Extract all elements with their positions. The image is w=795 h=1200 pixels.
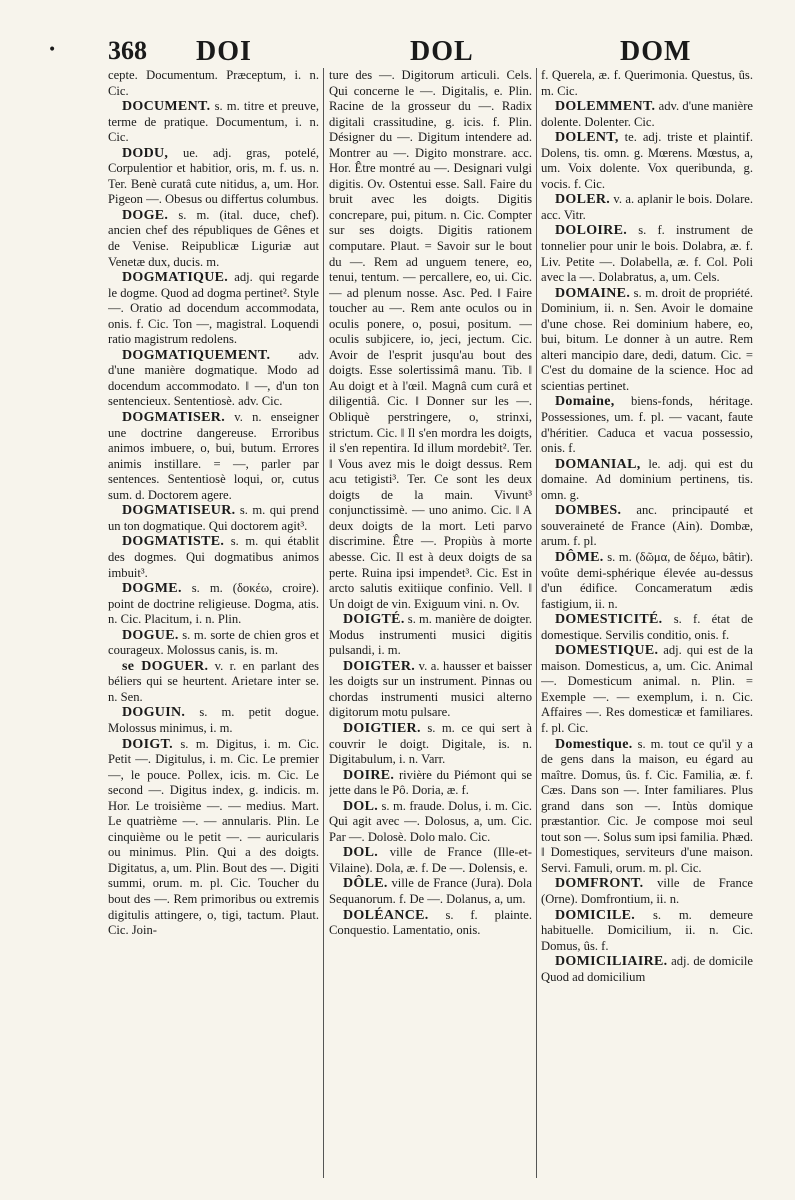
- entry-headword: DOL.: [343, 798, 379, 814]
- entry-text: s. m. (δῶμα, de δέμω, bâtir). voûte demi-sphérique élevée au-dessus d'un édifice. Concameratum ædis fastigium, ii. n.: [541, 549, 753, 611]
- entry-text: ture des —. Digitorum articuli. Cels. Qui concerne le —. Digitalis, e. Plin. Racine de la grosseur du —. Radix digitali crassitudine, g. icis. f. Plin. Désigner du —. Digitum intendere ad. Montrer au —. Digito monstrare. acc. Hor. Être montré au —. Designari vulgi digitis. Ov. Ostentui esse. Sall. Faire du bruit avec les doigts. Digitis concrepare, pui, pitum. n. Cic. Compter sur ses doigts. Digitis rationem computare. Plaut. = Savoir sur le bout du —. Rem ad unguem tenere, eo, tenui, tentum. — percallere, eo, ui. Cic. — ad plenum nosse. Asc. Ped. ‖ Faire toucher au —. Rem ante oculos ou in oculis ponere, o, posui, positum. — oculis subjicere, io, jeci, jectum. Cic. Avoir de l'esprit jusqu'au bout des doigts. Esse solertissimâ manu. Tib. ‖ Au doigt et à l'œil. Magnâ cum curâ et diligentiâ. Cic. ‖ Donner sur les —. Obliquè perstringere, o, strinxi, strictum. Cic. ‖ Il s'en mordra les doigts, il s'en repentira. Id illum mordebit². Ter. ‖ Vous avez mis le doigt dessus. Rem acu tetigisti³. Ter. Ce sont les deux doigts de la main. Vivunt³ conjunctissimè. — uno animo. Cic. ‖ A deux doigts de la mort. Leti parvo discrimine. Être —. Propiùs à morte abesse. Cic. Il est à deux doigts de sa perte. Ruina ipsi impendet³. Cic. Est in arcto salutis exitiique confinio. Vell. ‖ Un doigt de vin. Exiguum vini. n. Ov.: [329, 68, 532, 611]
- entry-headword: DÔME.: [555, 549, 604, 565]
- entry-headword: DOMICILE.: [555, 907, 636, 923]
- dictionary-entry: [108, 705, 319, 736]
- entry-text: s. m. manière de doigter. Modus instrumenti musici digitis pulsandi, i. m.: [329, 612, 532, 658]
- entry-text: rivière du Piémont qui se jette dans le Pô. Doria, æ. f.: [329, 767, 532, 798]
- dictionary-entry: [541, 192, 753, 223]
- entry-text: s. m. fraude. Dolus, i. m. Cic. Qui agit avec —. Dolosus, a, um. Cic. Par —. Dolosè. Dolo malo. Cic.: [329, 798, 532, 844]
- entry-text: le. adj. qui est du domaine. Ad dominium pertinens, tis. omn. g.: [541, 456, 753, 502]
- entry-headword: DOMESTICITÉ.: [555, 612, 663, 628]
- dictionary-entry: [541, 394, 753, 456]
- entry-headword: DOIGTÉ.: [343, 612, 405, 628]
- entry-headword: DOGUIN.: [122, 705, 186, 721]
- dictionary-entry: [329, 721, 532, 768]
- entry-headword: DOLER.: [555, 192, 611, 208]
- dictionary-entry: [329, 612, 532, 659]
- entry-headword: DOLEMMENT.: [555, 99, 656, 115]
- entry-text: s. m. titre et preuve, terme de pratique. Documentum, i. n. Cic.: [108, 99, 319, 145]
- entry-text: biens-fonds, héritage. Possessiones, um. f. pl. — vacant, faute d'héritier. Caduca et vacua possessio, onis. f.: [541, 394, 753, 456]
- dictionary-entry: [541, 908, 753, 955]
- dictionary-entry: [329, 908, 532, 939]
- margin-mark: •: [48, 42, 57, 58]
- dictionary-entry: [541, 68, 753, 99]
- running-header: [0, 36, 795, 70]
- entry-headword: DOGMATISER.: [122, 410, 225, 426]
- dictionary-entry: [108, 534, 319, 581]
- dictionary-entry: [108, 659, 319, 706]
- dictionary-entry: [541, 954, 753, 985]
- headword-center: DOL: [410, 36, 474, 67]
- entry-text: adj. qui est de la maison. Domesticus, a, um. Cic. Animal —. Domesticum animal. n. Plin. = Exemple —. — exemplum, i. n. Cic. Affaires —. Res domesticæ et familiares. f. pl. Cic.: [541, 643, 753, 735]
- entry-headword: DOGUE.: [122, 627, 179, 643]
- entry-text: f. Querela, æ. f. Querimonia. Questus, ûs. m. Cic.: [541, 68, 753, 98]
- entry-text: adj. de domicile Quod ad domicilium: [541, 954, 753, 984]
- entry-headword: DOMICILIAIRE.: [555, 954, 668, 970]
- entry-headword: DOMESTIQUE.: [555, 643, 659, 659]
- dictionary-entry: [541, 503, 753, 550]
- entry-text: s. f. plainte. Conquestio. Lamentatio, onis.: [329, 907, 532, 938]
- dictionary-entry: [329, 845, 532, 876]
- entry-headword: DOMFRONT.: [555, 876, 644, 892]
- entry-text: s. m. Digitus, i. m. Cic. Petit —. Digitulus, i. m. Cic. Le premier —, le pouce. Pollex, icis. m. Cic. Le second —. Digitus index, g. indicis. m. Hor. Le troisième —. — medius. Mart. Le quatrième —. — annularis. Plin. Le cinquième ou le petit —. — auricularis ou minimus. Plin. Qui a des doigts. Digitatus, a, um. Plin. Bout des —. Digiti summi, orum. m. pl. Cic. Toucher du bout des —. Rem primoribus ou extremis digitulis attingere, o, tigi, tactum. Plaut. Cic. Join-: [108, 736, 319, 938]
- dictionary-entry: [108, 146, 319, 208]
- entry-headword: DOLÉANCE.: [343, 907, 429, 923]
- dictionary-entry: [108, 208, 319, 270]
- entry-headword: DOIGTER.: [343, 658, 416, 674]
- entry-text: s. m. demeure habituelle. Domicilium, ii. n. Cic. Domus, ûs. f.: [541, 907, 753, 953]
- entry-text: s. m. droit de propriété. Dominium, ii. n. Sen. Avoir le domaine d'une chose. Rei dominium habere, eo, bui, bitum. Le donner à un autre. Rem alteri mancipio dare, dedi, datum. Cic. = C'est du domaine de la science. Hoc ad scientias pertinet.: [541, 285, 753, 393]
- dictionary-entry: [541, 99, 753, 130]
- entry-headword: DOMBES.: [555, 503, 622, 519]
- dictionary-entry: [541, 223, 753, 285]
- dictionary-entry: [329, 768, 532, 799]
- entry-headword: DOGMATISTE.: [122, 534, 225, 550]
- column-middle: [329, 68, 532, 1180]
- entry-headword: DÔLE.: [343, 876, 388, 892]
- dictionary-entry: [541, 286, 753, 395]
- entry-headword: DOMANIAL,: [555, 456, 641, 472]
- dictionary-entry: [329, 68, 532, 612]
- entry-text: s. m. petit dogue. Molossus minimus, i. m.: [108, 705, 319, 735]
- entry-headword: DODU,: [122, 145, 169, 161]
- entry-text: adj. qui regarde le dogme. Quod ad dogma pertinet². Style —. Oratio ad docendum accommodata, onis. f. Cic. Ton —, magistral. Loquendi ratio magistrum redolens.: [108, 270, 319, 347]
- dictionary-entry: [108, 348, 319, 410]
- entry-text: ville de France (Orne). Domfrontium, ii. n.: [541, 876, 753, 906]
- entry-text: v. n. enseigner une doctrine dangereuse. Erroribus animos imbuere, o, bui, butum. Errores animis instillare. = —, parler par sentences. Sententiosè loqui, or, cutus sum. d. Doctorem agere.: [108, 410, 319, 502]
- entry-headword: DOL.: [343, 845, 379, 861]
- dictionary-entry: [541, 737, 753, 877]
- dictionary-entry: [108, 68, 319, 99]
- entry-text: s. m. tout ce qu'il y a de gens dans la maison, eu égard au maître. Domus, ûs. f. Cic. Familia, æ. f. Cæs. Dans son —. Inter familiares. Plus grand dans son —. Intùs domique præstantior. Cic. Je compose moi seul tout son —. Solus sum ipsi familia. Phæd. ‖ Domestiques, serviteurs d'une maison. Servi. Famuli, orum. m. pl. Cic.: [541, 736, 753, 875]
- dictionary-entry: [108, 270, 319, 348]
- headword-right: DOM: [620, 36, 692, 67]
- dictionary-entry: [541, 550, 753, 612]
- dictionary-entry: [108, 737, 319, 939]
- entry-text: adv. d'une manière dogmatique. Modo ad docendum accommodato. ‖ —, d'un ton sentencieux. Sententiosè. adv. Cic.: [108, 347, 319, 409]
- entry-headword: DOGMATIQUEMENT.: [122, 347, 271, 363]
- entry-headword: DOIGT.: [122, 736, 173, 752]
- column-right: [541, 68, 753, 1180]
- dictionary-entry: [329, 659, 532, 721]
- entry-headword: Domestique.: [555, 736, 633, 752]
- entry-headword: DOIRE.: [343, 767, 395, 783]
- entry-text: v. a. hausser et baisser les doigts sur un instrument. Pinnas ou chordas instrumenti musici alterno digitorum motu pulsare.: [329, 658, 532, 720]
- dictionary-entry: [329, 799, 532, 846]
- column-divider: [536, 68, 537, 1178]
- entry-text: ue. adj. gras, potelé, Corpulentior et habitior, oris, m. f. us. n. Ter. Benè curatâ cute nitidus, a, um. Hor. Pigeon —. Obesus ou differtus columbus.: [108, 145, 319, 207]
- entry-headword: DOGMATISEUR.: [122, 503, 236, 519]
- entry-text: ville de France (Jura). Dola Sequanorum. f. De —. Dolanus, a, um.: [329, 876, 532, 906]
- dictionary-entry: [541, 130, 753, 192]
- entry-headword: DOIGTIER.: [343, 720, 421, 736]
- entry-text: s. f. état de domestique. Servilis conditio, onis. f.: [541, 612, 753, 642]
- entry-text: s. m. ce qui sert à couvrir le doigt. Digitale, is. n. Digitabulum, i. n. Varr.: [329, 720, 532, 767]
- entry-text: te. adj. triste et plaintif. Dolens, tis. omn. g. Mœrens. Mœstus, a, um. Voix dolente. Vox queribunda, g. vocis. f. Cic.: [541, 130, 753, 191]
- entry-headword: se DOGUER.: [122, 658, 209, 674]
- dictionary-entry: [108, 581, 319, 628]
- dictionary-entry: [541, 876, 753, 907]
- page-number: 368: [108, 36, 147, 65]
- entry-headword: DOGME.: [122, 581, 182, 597]
- entry-text: anc. principauté et souveraineté de France (Ain). Dombæ, arum. f. pl.: [541, 503, 753, 549]
- entry-headword: DOCUMENT.: [122, 99, 211, 115]
- entry-text: adv. d'une manière dolente. Dolenter. Cic.: [541, 99, 753, 129]
- entry-headword: DOGE.: [122, 207, 169, 223]
- entry-text: s. m. sorte de chien gros et courageux. Molossus canis, is. m.: [108, 627, 319, 658]
- entry-headword: DOLENT,: [555, 130, 619, 146]
- dictionary-entry: [108, 99, 319, 146]
- entry-text: s. f. instrument de tonnelier pour unir le bois. Dolabra, æ. f. Liv. Petite —. Dolabella, æ. f. Col. Poli avec la —. Dolabratus, a, um. Cels.: [541, 223, 753, 285]
- entry-text: v. r. en parlant des béliers qui se heurtent. Arietare inter se. n. Sen.: [108, 658, 319, 704]
- entry-text: v. a. aplanir le bois. Dolare. acc. Vitr.: [541, 192, 753, 222]
- headword-left: DOI: [196, 36, 252, 67]
- column-divider: [323, 68, 324, 1178]
- entry-text: s. m. (δοκέω, croire). point de doctrine religieuse. Dogma, atis. n. Cic. Placitum, i. n. Plin.: [108, 581, 319, 627]
- dictionary-entry: [329, 876, 532, 907]
- column-left: [108, 68, 319, 1180]
- entry-text: ville de France (Ille-et-Vilaine). Dola, æ. f. De —. Dolensis, e.: [329, 845, 532, 875]
- entry-headword: DOGMATIQUE.: [122, 270, 229, 286]
- dictionary-entry: [541, 612, 753, 643]
- dictionary-entry: [108, 628, 319, 659]
- entry-text: s. m. qui prend un ton dogmatique. Qui doctorem agit³.: [108, 503, 319, 533]
- dictionary-entry: [541, 457, 753, 504]
- entry-text: cepte. Documentum. Præceptum, i. n. Cic.: [108, 68, 319, 98]
- entry-headword: DOLOIRE.: [555, 223, 628, 239]
- entry-text: s. m. (ital. duce, chef). ancien chef des républiques de Gênes et de Venise. Reipublicæ Liguriæ aut Venetæ dux, ducis. m.: [108, 207, 319, 269]
- entry-headword: DOMAINE.: [555, 285, 631, 301]
- dictionary-entry: [108, 410, 319, 503]
- dictionary-entry: [541, 643, 753, 736]
- entry-text: s. m. qui établit des dogmes. Qui dogmatibus animos imbuit³.: [108, 534, 319, 580]
- dictionary-entry: [108, 503, 319, 534]
- entry-headword: Domaine,: [555, 394, 615, 410]
